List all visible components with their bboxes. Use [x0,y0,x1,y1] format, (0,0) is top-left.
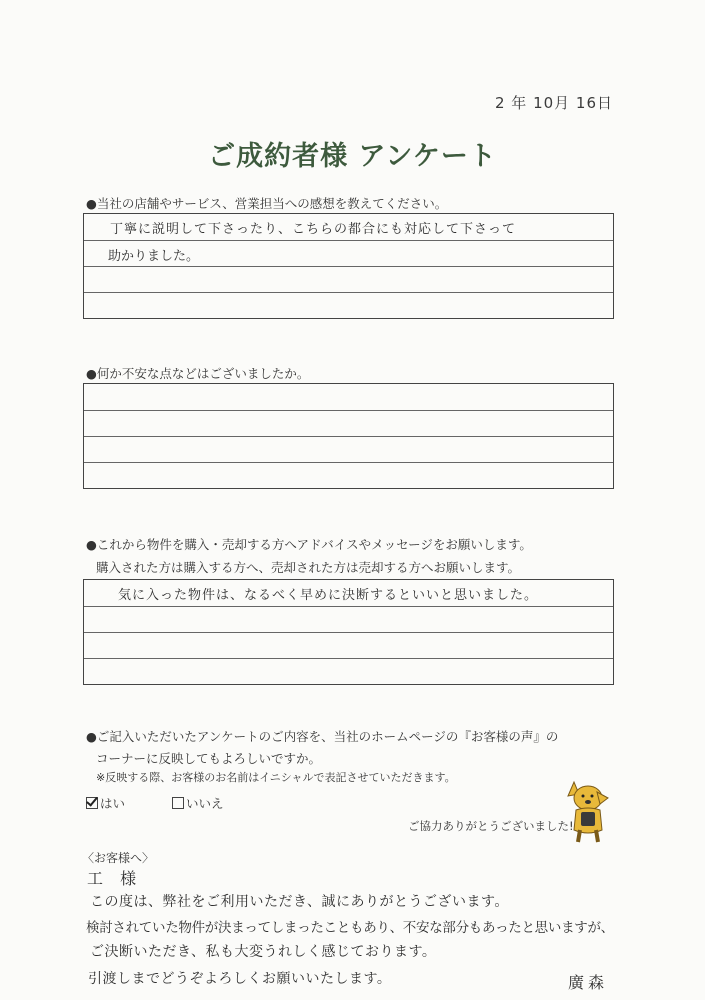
question-4-line-1: ●ご記入いただいたアンケートのご内容を、当社のホームページの『お客様の声』の [86,729,559,744]
message-salutation: 工 様 [87,869,143,888]
answer-box-2[interactable] [83,383,614,489]
consent-yes-label: はい [100,796,126,811]
customer-section-label: 〈お客様へ〉 [82,851,155,865]
consent-no-label: いいえ [186,796,224,811]
dog-mascot-icon [562,778,614,846]
message-line-3: ご決断いただき、私も大変うれしく感じております。 [90,944,437,960]
message-line-2: 検討されていた物件が決まってしまったこともあり、不安な部分もあったと思いますが、 [86,920,614,936]
message-line-4: 引渡しまでどうぞよろしくお願いいたします。 [88,971,392,987]
question-4-line-2: コーナーに反映してもよろしいですか。 [96,751,322,766]
answer-box-3[interactable] [83,579,614,685]
answer-1-line-2: 助かりました。 [108,249,200,264]
checkbox-empty-icon[interactable] [172,797,184,809]
question-2: ●何か不安な点などはございましたか。 [86,366,310,381]
consent-no-option[interactable] [172,794,224,812]
thanks-message: ご協力ありがとうございました! [408,819,574,833]
message-signature: 廣森 [568,973,609,992]
page-title: ご成約者様 アンケート [208,141,497,172]
question-4-note: ※反映する際、お客様のお名前はイニシャルで表記させていただきます。 [96,771,456,784]
question-3: ●これから物件を購入・売却する方へアドバイスやメッセージをお願いします。 [86,537,532,552]
answer-box-1[interactable] [83,213,614,319]
answer-1-line-1: 丁寧に説明して下さったり、こちらの都合にも対応して下さって [110,222,517,237]
checkbox-checked-icon[interactable] [86,797,98,809]
question-1: ●当社の店舗やサービス、営業担当への感想を教えてください。 [86,196,448,211]
consent-yes-option[interactable] [86,794,125,812]
answer-3-line-1: 気に入った物件は、なるべく早めに決断するといいと思いました。 [118,588,539,603]
message-line-1: この度は、弊社をご利用いただき、誠にありがとうございます。 [90,894,509,910]
question-3-subtext: 購入された方は購入する方へ、売却された方は売却する方へお願いします。 [96,560,521,575]
survey-date: 2 年 10月 16日 [495,94,614,112]
